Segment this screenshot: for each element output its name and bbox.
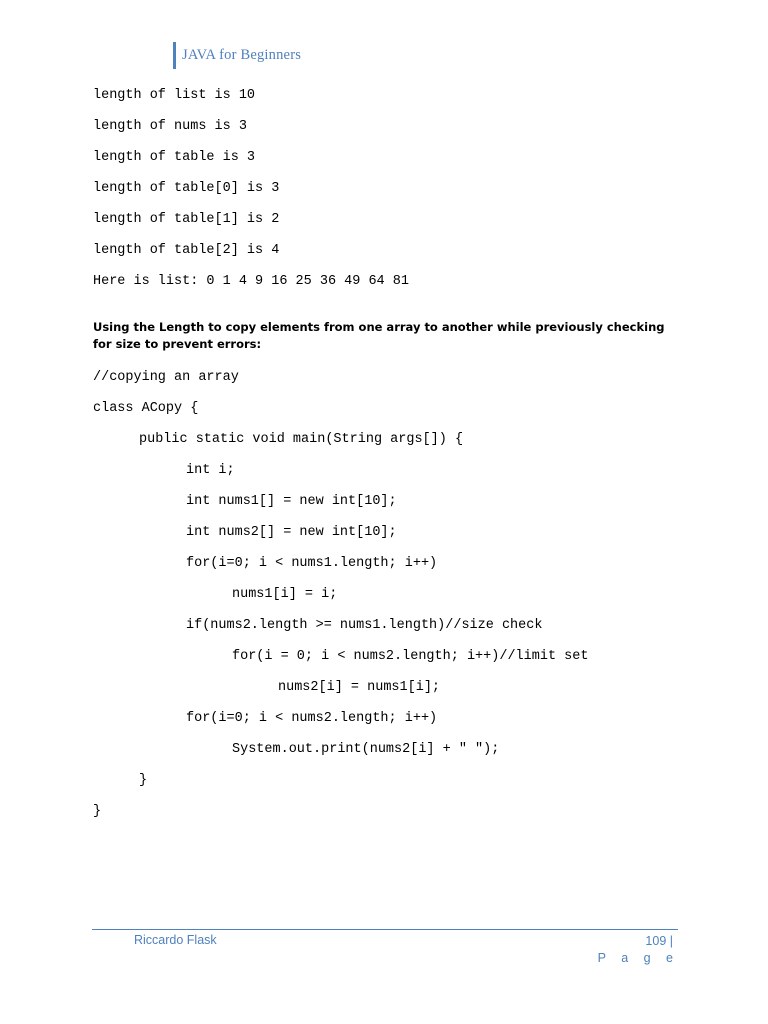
page-number: 109 | (645, 934, 673, 948)
code-line: int nums2[] = new int[10]; (186, 525, 397, 540)
code-line: //copying an array (93, 370, 239, 385)
output-line: length of list is 10 (93, 88, 256, 103)
code-line: int i; (186, 463, 235, 478)
code-listing (93, 368, 588, 833)
code-line: if(nums2.length >= nums1.length)//size check (186, 618, 543, 633)
output-line: length of table[2] is 4 (93, 243, 280, 258)
page-label: P a g e (597, 951, 679, 965)
code-line: System.out.print(nums2[i] + " "); (232, 742, 500, 757)
code-line: for(i = 0; i < nums2.length; i++)//limit set (232, 649, 589, 664)
page-header (173, 42, 301, 69)
code-line: public static void main(String args[]) { (139, 432, 464, 447)
output-line: length of table is 3 (93, 150, 256, 165)
footer-author: Riccardo Flask (134, 933, 217, 947)
code-line: for(i=0; i < nums2.length; i++) (186, 711, 438, 726)
footer-divider (92, 929, 678, 930)
output-line: Here is list: 0 1 4 9 16 25 36 49 64 81 (93, 274, 409, 289)
header-title: JAVA for Beginners (182, 47, 302, 63)
code-line: nums1[i] = i; (232, 587, 338, 602)
output-line: length of nums is 3 (93, 119, 247, 134)
code-line: } (139, 773, 148, 788)
code-line: class ACopy { (93, 401, 199, 416)
output-line: length of table[1] is 2 (93, 212, 280, 227)
output-line: length of table[0] is 3 (93, 181, 280, 196)
code-line: int nums1[] = new int[10]; (186, 494, 397, 509)
program-output (93, 86, 409, 303)
code-line: nums2[i] = nums1[i]; (278, 680, 441, 695)
footer-page-number (597, 933, 679, 967)
code-line: for(i=0; i < nums1.length; i++) (186, 556, 438, 571)
explanation-note: Using the Length to copy elements from one array to another while previously checking for size to prevent errors: (93, 320, 665, 351)
code-line: } (93, 804, 102, 819)
